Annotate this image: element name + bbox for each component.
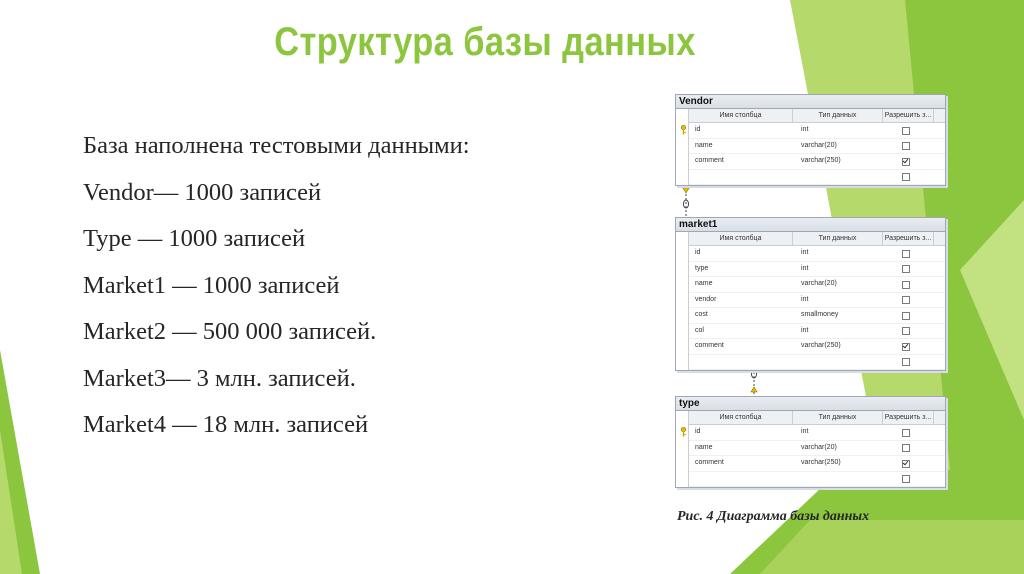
- allow-null-cell: [883, 277, 933, 292]
- column-type: int: [801, 428, 809, 435]
- key-end-icon: [683, 188, 689, 193]
- table-name: Vendor: [676, 95, 945, 109]
- table-type[interactable]: [675, 396, 946, 488]
- column-type: smallmoney: [801, 311, 839, 318]
- body-line: Type — 1000 записей: [83, 225, 306, 252]
- column-row[interactable]: [689, 308, 945, 324]
- table-market1[interactable]: [675, 217, 946, 371]
- header-allow-null: Разрешить з...: [883, 232, 934, 245]
- allow-null-checkbox[interactable]: [902, 475, 910, 483]
- columns-grid: [688, 232, 945, 370]
- column-name: id: [695, 428, 701, 435]
- primary-key-icon: [680, 427, 687, 437]
- column-row[interactable]: [689, 246, 945, 262]
- column-type: varchar(250): [801, 157, 841, 164]
- column-name: [689, 472, 793, 487]
- columns-header: [689, 109, 945, 123]
- allow-null-checkbox[interactable]: [902, 173, 910, 181]
- allow-null-checkbox[interactable]: [902, 460, 910, 468]
- header-allow-null: Разрешить з...: [883, 411, 934, 424]
- columns-header: [689, 232, 945, 246]
- column-type: int: [801, 326, 809, 334]
- column-type: int: [801, 264, 809, 272]
- column-row[interactable]: [689, 170, 945, 186]
- primary-key-icon: [680, 125, 687, 135]
- body-line: Vendor— 1000 записей: [83, 178, 322, 206]
- allow-null-checkbox[interactable]: [902, 343, 910, 351]
- column-row[interactable]: [689, 277, 945, 293]
- column-type: [793, 355, 883, 370]
- allow-null-cell: [883, 339, 933, 354]
- column-name: comment: [695, 459, 724, 466]
- column-name: [689, 170, 793, 185]
- key-end-icon: [751, 387, 757, 392]
- column-name: col: [695, 326, 704, 334]
- column-row[interactable]: [689, 355, 945, 371]
- table-name: type: [676, 397, 945, 411]
- allow-null-cell: [883, 262, 933, 277]
- allow-null-cell: [883, 139, 933, 154]
- column-row[interactable]: [689, 339, 945, 355]
- column-row[interactable]: [689, 262, 945, 278]
- allow-null-cell: [883, 355, 933, 370]
- column-type: [793, 472, 883, 487]
- column-row[interactable]: [689, 324, 945, 340]
- column-type: varchar(20): [801, 280, 837, 287]
- relationship-line-vendor-market1: [679, 186, 693, 218]
- column-type: varchar(20): [801, 141, 837, 149]
- column-name: cost: [695, 311, 708, 318]
- header-data-type: Тип данных: [793, 232, 883, 245]
- column-name: name: [695, 443, 713, 451]
- column-type: [793, 170, 883, 185]
- allow-null-cell: [883, 441, 933, 456]
- allow-null-checkbox[interactable]: [902, 429, 910, 437]
- allow-null-cell: [883, 425, 933, 440]
- columns-header: [689, 411, 945, 425]
- allow-null-cell: [883, 170, 933, 185]
- column-type: varchar(250): [801, 459, 841, 466]
- column-name: type: [695, 264, 709, 272]
- header-column-name: Имя столбца: [689, 109, 793, 122]
- allow-null-checkbox[interactable]: [902, 444, 910, 452]
- table-vendor[interactable]: [675, 94, 946, 186]
- allow-null-checkbox[interactable]: [902, 312, 910, 320]
- column-row[interactable]: [689, 456, 945, 472]
- body-line: Market3— 3 млн. записей.: [83, 364, 356, 392]
- body-line: Market2 — 500 000 записей.: [83, 318, 377, 345]
- column-type: varchar(250): [801, 342, 841, 349]
- allow-null-cell: [883, 308, 933, 323]
- body-line: Market1 — 1000 записей: [83, 271, 340, 299]
- relationship-line-market1-type: [747, 368, 761, 396]
- table-name: market1: [676, 218, 945, 232]
- column-type: int: [801, 249, 809, 256]
- allow-null-checkbox[interactable]: [902, 327, 910, 335]
- column-name: id: [695, 126, 701, 133]
- allow-null-checkbox[interactable]: [902, 250, 910, 258]
- column-name: comment: [695, 157, 724, 164]
- column-name: name: [695, 280, 713, 287]
- allow-null-checkbox[interactable]: [902, 142, 910, 150]
- column-row[interactable]: [689, 425, 945, 441]
- figure-caption: Рис. 4 Диаграмма базы данных: [677, 509, 870, 524]
- allow-null-cell: [883, 456, 933, 471]
- body-line: База наполнена тестовыми данными:: [83, 132, 470, 159]
- allow-null-checkbox[interactable]: [902, 281, 910, 289]
- column-row[interactable]: [689, 123, 945, 139]
- allow-null-checkbox[interactable]: [902, 265, 910, 273]
- header-column-name: Имя столбца: [689, 411, 793, 424]
- header-allow-null: Разрешить з...: [883, 109, 934, 122]
- allow-null-cell: [883, 324, 933, 339]
- column-row[interactable]: [689, 441, 945, 457]
- allow-null-checkbox[interactable]: [902, 296, 910, 304]
- body-text: [83, 128, 470, 454]
- header-column-name: Имя столбца: [689, 232, 793, 245]
- column-row[interactable]: [689, 154, 945, 170]
- column-name: name: [695, 141, 713, 149]
- column-row[interactable]: [689, 139, 945, 155]
- column-type: varchar(20): [801, 443, 837, 451]
- allow-null-cell: [883, 293, 933, 308]
- allow-null-cell: [883, 123, 933, 138]
- column-type: int: [801, 126, 809, 133]
- allow-null-cell: [883, 246, 933, 261]
- allow-null-checkbox[interactable]: [902, 127, 910, 135]
- slide-title: Структура базы данных: [274, 20, 696, 64]
- columns-grid: [688, 411, 945, 487]
- column-row[interactable]: [689, 293, 945, 309]
- allow-null-checkbox[interactable]: [902, 358, 910, 366]
- header-data-type: Тип данных: [793, 109, 883, 122]
- column-name: [689, 355, 793, 370]
- column-type: int: [801, 295, 809, 303]
- column-name: id: [695, 249, 701, 256]
- allow-null-cell: [883, 472, 933, 487]
- column-name: comment: [695, 342, 724, 349]
- body-line: Market4 — 18 млн. записей: [83, 411, 369, 438]
- columns-grid: [688, 109, 945, 185]
- column-row[interactable]: [689, 472, 945, 488]
- header-data-type: Тип данных: [793, 411, 883, 424]
- allow-null-cell: [883, 154, 933, 169]
- column-name: vendor: [695, 295, 717, 303]
- allow-null-checkbox[interactable]: [902, 158, 910, 166]
